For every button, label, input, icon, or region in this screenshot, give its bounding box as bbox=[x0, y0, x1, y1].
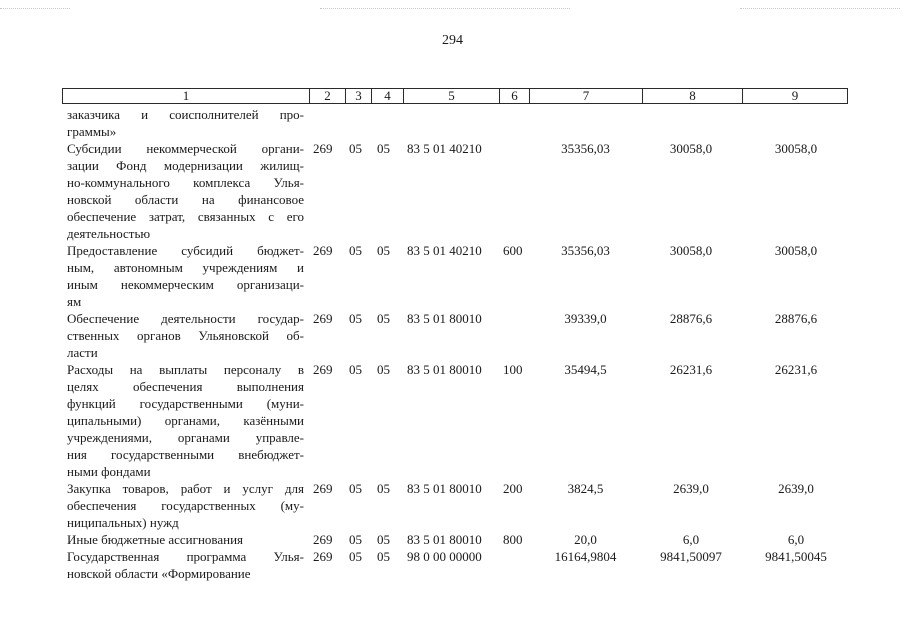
cell-c7: 35494,5 bbox=[564, 362, 607, 377]
cell-c5: 83 5 01 40210 bbox=[407, 243, 482, 258]
table-row bbox=[62, 310, 848, 361]
cell-c8: 26231,6 bbox=[669, 362, 713, 377]
header-col-2: 2 bbox=[309, 89, 345, 103]
row-description bbox=[67, 310, 304, 361]
description-line: деятельностью bbox=[67, 226, 151, 241]
header-col-1: 1 bbox=[182, 88, 190, 103]
cell-c7: 3824,5 bbox=[567, 481, 604, 496]
page-number: 294 bbox=[442, 33, 463, 48]
cell-c8: 30058,0 bbox=[669, 243, 713, 258]
row-description bbox=[67, 106, 304, 140]
description-line: новской области на финансовое bbox=[67, 192, 304, 207]
cell-c2: 269 bbox=[313, 532, 333, 547]
row-description bbox=[67, 361, 304, 480]
cell-c8: 2639,0 bbox=[673, 481, 709, 496]
description-line: Обеспечение деятельности государ- bbox=[67, 311, 304, 326]
cell-c2: 269 bbox=[313, 549, 333, 564]
cell-c9: 26231,6 bbox=[774, 362, 818, 377]
description-line: Предоставление субсидий бюджет- bbox=[67, 243, 304, 258]
cell-c7: 39339,0 bbox=[564, 311, 607, 326]
description-line: ственных органов Ульяновской об- bbox=[67, 328, 304, 343]
row-description bbox=[67, 480, 304, 531]
cell-c3: 05 bbox=[349, 311, 362, 326]
description-line: ными фондами bbox=[67, 464, 151, 479]
cell-c8: 9841,50097 bbox=[660, 549, 722, 564]
description-line: ния государственными внебюджет- bbox=[67, 447, 304, 462]
description-line: Государственная программа Улья- bbox=[67, 549, 304, 564]
cell-c8: 30058,0 bbox=[669, 141, 713, 156]
description-line: обеспечение затрат, связанных с его bbox=[67, 209, 304, 224]
description-line: Расходы на выплаты персоналу в bbox=[67, 362, 304, 377]
cell-c3: 05 bbox=[349, 481, 362, 496]
table-row bbox=[62, 531, 848, 548]
table-row bbox=[62, 480, 848, 531]
cell-c4: 05 bbox=[377, 243, 390, 258]
scan-artifact-top-center bbox=[320, 8, 570, 10]
description-line: новской области «Формирование bbox=[67, 566, 251, 581]
cell-c3: 05 bbox=[349, 549, 362, 564]
cell-c3: 05 bbox=[349, 141, 362, 156]
table-header-row bbox=[62, 88, 848, 104]
cell-c9: 2639,0 bbox=[778, 481, 814, 496]
description-line: граммы» bbox=[67, 124, 117, 139]
description-line: функций государственными (муни- bbox=[67, 396, 304, 411]
row-description bbox=[67, 140, 304, 242]
cell-c8: 28876,6 bbox=[669, 311, 713, 326]
row-description bbox=[67, 531, 304, 548]
description-line: обеспечения государственных (му- bbox=[67, 498, 304, 513]
description-line: учреждениями, органами управле- bbox=[67, 430, 304, 445]
cell-c3: 05 bbox=[349, 243, 362, 258]
table-row bbox=[62, 140, 848, 242]
scan-artifact-top-left bbox=[0, 8, 70, 10]
cell-c5: 83 5 01 80010 bbox=[407, 311, 482, 326]
description-line: ным, автономным учреждениям и bbox=[67, 260, 304, 275]
cell-c3: 05 bbox=[349, 362, 362, 377]
description-line: целях обеспечения выполнения bbox=[67, 379, 304, 394]
cell-c2: 269 bbox=[313, 141, 333, 156]
header-col-4: 4 bbox=[371, 89, 403, 103]
header-col-6: 6 bbox=[499, 89, 529, 103]
cell-c6: 800 bbox=[503, 532, 523, 547]
header-col-8: 8 bbox=[642, 89, 742, 103]
cell-c7: 35356,03 bbox=[561, 141, 610, 156]
cell-c2: 269 bbox=[313, 481, 333, 496]
cell-c5: 98 0 00 00000 bbox=[407, 549, 482, 564]
cell-c6: 200 bbox=[503, 481, 523, 496]
description-line: но-коммунального комплекса Улья- bbox=[67, 175, 304, 190]
description-line: Субсидии некоммерческой органи- bbox=[67, 141, 304, 156]
cell-c9: 6,0 bbox=[787, 532, 805, 547]
cell-c4: 05 bbox=[377, 311, 390, 326]
cell-c5: 83 5 01 40210 bbox=[407, 141, 482, 156]
cell-c3: 05 bbox=[349, 532, 362, 547]
description-line: зации Фонд модернизации жилищ- bbox=[67, 158, 304, 173]
cell-c4: 05 bbox=[377, 549, 390, 564]
table-row bbox=[62, 106, 848, 140]
cell-c2: 269 bbox=[313, 243, 333, 258]
cell-c9: 30058,0 bbox=[774, 141, 818, 156]
scan-artifact-top-right bbox=[740, 8, 900, 10]
description-line: ципальными) органами, казёнными bbox=[67, 413, 304, 428]
cell-c9: 28876,6 bbox=[774, 311, 818, 326]
cell-c7: 16164,9804 bbox=[554, 549, 617, 564]
row-description bbox=[67, 242, 304, 310]
cell-c5: 83 5 01 80010 bbox=[407, 532, 482, 547]
cell-c5: 83 5 01 80010 bbox=[407, 481, 482, 496]
cell-c4: 05 bbox=[377, 481, 390, 496]
table-row bbox=[62, 548, 848, 582]
description-line: заказчика и соисполнителей про- bbox=[67, 107, 304, 122]
description-line: иным некоммерческим организаци- bbox=[67, 277, 304, 292]
cell-c4: 05 bbox=[377, 532, 390, 547]
cell-c5: 83 5 01 80010 bbox=[407, 362, 482, 377]
cell-c7: 35356,03 bbox=[561, 243, 610, 258]
cell-c9: 30058,0 bbox=[774, 243, 818, 258]
cell-c8: 6,0 bbox=[682, 532, 700, 547]
description-line: ниципальных) нужд bbox=[67, 515, 179, 530]
description-line: Закупка товаров, работ и услуг для bbox=[67, 481, 304, 496]
description-line: ям bbox=[67, 294, 82, 309]
cell-c4: 05 bbox=[377, 362, 390, 377]
header-col-3: 3 bbox=[345, 89, 371, 103]
cell-c2: 269 bbox=[313, 362, 333, 377]
header-col-5: 5 bbox=[403, 89, 499, 103]
cell-c9: 9841,50045 bbox=[765, 549, 827, 564]
row-description bbox=[67, 548, 304, 582]
cell-c2: 269 bbox=[313, 311, 333, 326]
table-row bbox=[62, 242, 848, 310]
header-col-9: 9 bbox=[742, 89, 847, 103]
cell-c6: 600 bbox=[503, 243, 523, 258]
description-line: Иные бюджетные ассигнования bbox=[67, 532, 244, 547]
cell-c4: 05 bbox=[377, 141, 390, 156]
description-line: ласти bbox=[67, 345, 98, 360]
cell-c7: 20,0 bbox=[574, 532, 597, 547]
header-col-7: 7 bbox=[529, 89, 642, 103]
cell-c6: 100 bbox=[503, 362, 523, 377]
table-row bbox=[62, 361, 848, 480]
